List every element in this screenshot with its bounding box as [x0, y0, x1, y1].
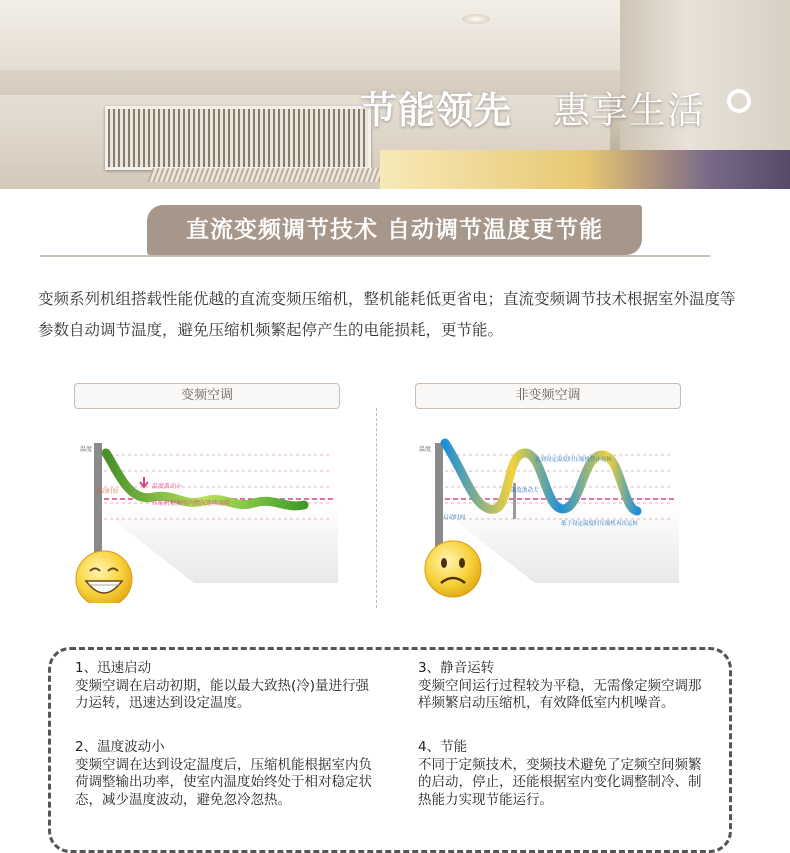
ribbon-annotation: 温度波动小	[152, 483, 183, 490]
feature-text: 变频空间运行过程较为平稳，无需像定频空调那样频繁启动压缩机，有效降低室内机噪音。	[418, 677, 702, 711]
section-heading	[147, 205, 642, 255]
intro-paragraph: 变频系列机组搭载性能优越的直流变频压缩机，整机能耗低更省电；直流变频调节技术根据室外温度等参数自动调节温度，避免压缩机频繁起停产生的电能损耗，更节能。	[38, 290, 736, 339]
down-arrow-icon	[140, 477, 148, 487]
axis-label: 温度	[419, 446, 432, 453]
air-conditioner-vent	[105, 106, 371, 170]
fixed-speed-ac-title: 非变频空调	[415, 383, 681, 409]
time-label: 启动时间	[443, 515, 466, 521]
panel-divider	[376, 408, 377, 608]
section-heading-text: 直流变频调节技术 自动调节温度更节能	[185, 217, 603, 243]
circle-icon	[727, 89, 751, 113]
fixed-speed-ac-diagram	[415, 413, 679, 603]
axis-label: 温度	[80, 446, 93, 453]
wave-annotation: 达到设定温度时压缩机停止运转	[535, 457, 613, 463]
feature-text: 变频空调在启动初期，能以最大致热(冷)量进行强力运转，迅速达到设定温度。	[75, 677, 370, 711]
feature-text: 不同于定频技术，变频技术避免了定频空间频繁的启动，停止，还能根据室内变化调整制冷、制热能力实现节能运行。	[418, 756, 702, 808]
feature-title: 3、静音运转	[418, 660, 495, 676]
fixed-speed-ac-panel	[415, 383, 679, 603]
feature-item	[75, 660, 375, 713]
feature-item	[75, 739, 375, 809]
hero-banner	[0, 0, 790, 189]
feature-item	[418, 739, 708, 809]
inverter-ac-diagram	[74, 413, 338, 603]
ribbon-annotation: 压缩机根据室内情况连续运转	[152, 500, 231, 507]
feature-title: 4、节能	[418, 739, 468, 755]
feature-item	[418, 660, 708, 713]
heading-rule	[40, 255, 710, 257]
feature-title: 2、温度波动小	[75, 739, 165, 755]
inverter-ac-title: 变频空调	[74, 383, 340, 409]
hero-title: 节能领先	[360, 89, 512, 132]
temperature-ribbon	[106, 453, 304, 506]
feature-text: 变频空调在达到设定温度后，压缩机能根据室内负荷调整输出功率，使室内温度始终处于相对稳定状态，减少温度波动，避免忽冷忽热。	[75, 756, 372, 808]
wave-annotation: 低于设定温度时压缩机再次运转	[561, 521, 639, 527]
frowning-face-icon	[425, 541, 481, 597]
ceiling-lamp	[462, 14, 490, 24]
feature-title: 1、迅速启动	[75, 660, 152, 676]
time-label: 启动时间	[96, 489, 119, 495]
hero-subtitle: 惠享生活	[553, 89, 705, 132]
temperature-wave	[445, 443, 637, 511]
inverter-ac-panel	[74, 383, 338, 603]
wave-annotation: 温度波动大	[511, 488, 539, 494]
window-light	[380, 150, 790, 189]
smiling-face-icon	[76, 551, 132, 603]
